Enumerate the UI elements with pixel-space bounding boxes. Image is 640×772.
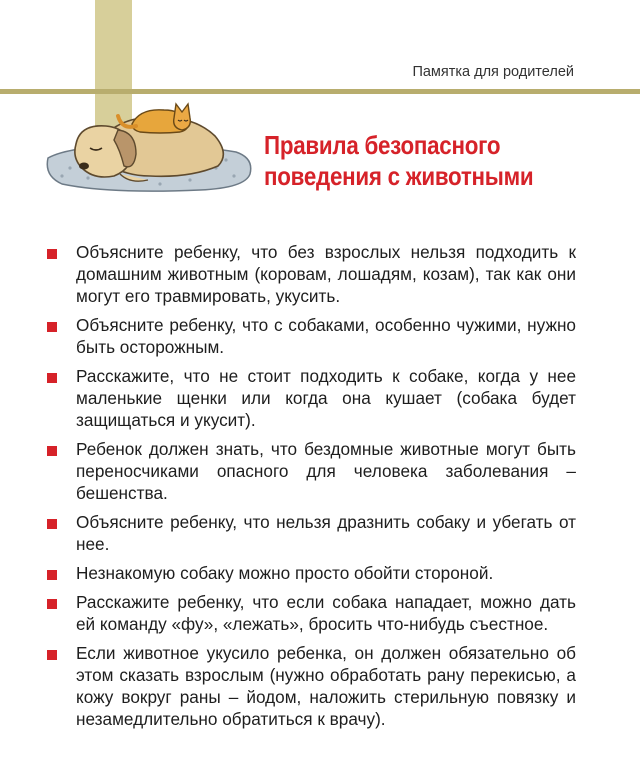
rule-text: Объясните ребенку, что без взрослых нельзя подходить к домашним животным (коровам, лошадям, козам), так как они могут его травмировать, укусить. bbox=[76, 242, 576, 306]
rule-text: Незнакомую собаку можно просто обойти стороной. bbox=[76, 563, 494, 583]
rule-text: Расскажите, что не стоит подходить к собаке, когда у нее маленькие щенки или когда она кушает (собака будет защищаться и укусит). bbox=[76, 366, 576, 430]
bullet-square-icon bbox=[47, 322, 57, 332]
list-item bbox=[38, 511, 576, 555]
rule-text: Расскажите ребенку, что если собака нападает, можно дать ей команду «фу», «лежать», бросить что-нибудь съестное. bbox=[76, 592, 576, 634]
list-item bbox=[38, 365, 576, 431]
list-item bbox=[38, 314, 576, 358]
list-item bbox=[38, 241, 576, 307]
header-divider bbox=[0, 89, 640, 94]
page-title bbox=[264, 130, 533, 192]
bullet-square-icon bbox=[47, 446, 57, 456]
rule-text: Объясните ребенку, что с собаками, особенно чужими, нужно быть осторожным. bbox=[76, 315, 576, 357]
sleeping-dog-and-cat-icon bbox=[40, 96, 255, 196]
rule-text: Если животное укусило ребенка, он должен обязательно об этом сказать взрослым (нужно обработать рану перекисью, а кожу вокруг раны – йодом, наложить стерильную повязку и незамедлительно обратиться к врачу). bbox=[76, 643, 576, 729]
rule-text: Объясните ребенку, что нельзя дразнить собаку и убегать от нее. bbox=[76, 512, 576, 554]
list-item bbox=[38, 642, 576, 730]
rule-text: Ребенок должен знать, что бездомные животные могут быть переносчиками опасного для человека заболевания – бешенства. bbox=[76, 439, 576, 503]
bullet-square-icon bbox=[47, 519, 57, 529]
list-item bbox=[38, 438, 576, 504]
title-line-2: поведения с животными bbox=[264, 161, 534, 191]
bullet-square-icon bbox=[47, 570, 57, 580]
rules-list bbox=[38, 241, 576, 737]
bullet-square-icon bbox=[47, 373, 57, 383]
list-item bbox=[38, 562, 576, 584]
bullet-square-icon bbox=[47, 599, 57, 609]
list-item bbox=[38, 591, 576, 635]
title-line-1: Правила безопасного bbox=[264, 130, 501, 160]
bullet-square-icon bbox=[47, 249, 57, 259]
bullet-square-icon bbox=[47, 650, 57, 660]
header-label: Памятка для родителей bbox=[412, 64, 574, 80]
